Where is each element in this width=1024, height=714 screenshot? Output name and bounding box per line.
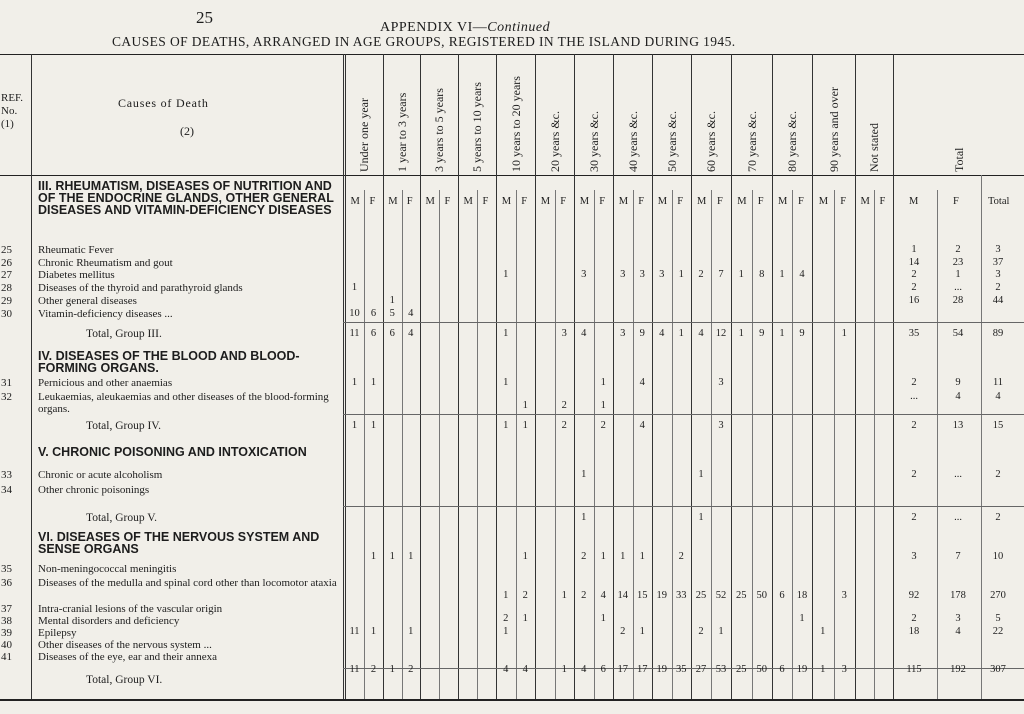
data-cell-r37_70_f: 50 (756, 590, 767, 601)
cause-row-label: Chronic or acute alcoholism (38, 469, 163, 481)
total-rule (343, 506, 1024, 507)
data-cell-r27_40_f: 3 (639, 269, 645, 280)
data-cell-g3_50_f: 1 (678, 328, 684, 339)
data-cell-r37_50_f: 33 (676, 590, 687, 601)
data-cell-r31_10_m: 1 (503, 377, 509, 388)
data-cell-r27_70_f: 8 (759, 269, 765, 280)
data-cell-r37_30_m: 2 (581, 590, 587, 601)
age-column-header-11: 80 years &c. (785, 111, 799, 172)
age-column-header-12: 90 years and over (826, 87, 841, 172)
data-cell-r39_under_m: 11 (349, 626, 360, 637)
ref-number: 38 (1, 615, 12, 627)
total-rule (343, 322, 1024, 323)
age-column-header-6: 30 years &c. (586, 111, 601, 172)
data-cell-r35_40_f: 1 (639, 551, 645, 562)
age-column-header-13: Not stated (867, 123, 881, 172)
data-cell-g6_60_f: 53 (715, 664, 727, 675)
data-cell-g6_30_f: 6 (600, 664, 606, 675)
total-cell-r38-1: 3 (955, 613, 961, 624)
ref-number: 25 (1, 244, 12, 256)
section-v-title: V. CHRONIC POISONING AND INTOXICATION (38, 445, 307, 459)
ref-number: 37 (1, 603, 12, 615)
age-column-rule (535, 54, 536, 699)
total-cell-r39_40-2: 22 (992, 626, 1004, 637)
data-cell-g3_70_f: 9 (759, 328, 765, 339)
data-cell-g6_1y_m: 1 (389, 664, 395, 675)
table-caption: CAUSES OF DEATHS, ARRANGED IN AGE GROUPS, REGISTERED IN THE ISLAND DURING 1945. (112, 34, 736, 49)
total-cell-r38-0: 2 (911, 613, 917, 624)
mf-split-rule (633, 190, 634, 699)
data-cell-r39_1y_f: 1 (408, 626, 414, 637)
ref-number: 35 (1, 563, 12, 575)
sex-label-m: M (618, 196, 629, 207)
total-cell-r38-2: 5 (995, 613, 1001, 624)
total-cell-r29_30-2: 44 (992, 295, 1004, 306)
total-cell-g3-0: 35 (908, 328, 920, 339)
sex-label-total: Total (988, 196, 1010, 207)
data-cell-g6_70_f: 50 (756, 664, 767, 675)
sex-label-m: M (501, 196, 512, 207)
ref-header: REF. No. (1) (1, 92, 24, 130)
total-cell-r25-0: 1 (911, 244, 917, 255)
mf-split-rule (874, 190, 875, 699)
cause-row-label: Diseases of the medulla and spinal cord other than locomotor ataxia (38, 577, 337, 589)
total-cell-g4-1: 13 (952, 420, 964, 431)
cause-row-label: Non-meningococcal meningitis (38, 563, 177, 575)
ref-number: 34 (1, 484, 12, 496)
data-cell-r39_60_f: 1 (718, 626, 724, 637)
age-column-rule (420, 54, 421, 699)
data-cell-r27_70_m: 1 (738, 269, 744, 280)
sex-label-m: M (657, 196, 668, 207)
total-cell-r25-2: 3 (995, 244, 1001, 255)
data-cell-r32_30_f: 1 (600, 400, 606, 411)
age-column-header-10: 70 years &c. (744, 111, 759, 172)
data-cell-g3_80_m: 1 (779, 328, 785, 339)
data-cell-r38_10_m: 2 (503, 613, 509, 624)
sex-label-m: M (388, 196, 398, 207)
data-cell-g3_60_m: 4 (698, 328, 704, 339)
data-cell-r38_30_f: 1 (600, 613, 606, 624)
total-cell-g5-1: ... (954, 512, 962, 523)
data-cell-g6_80_m: 6 (779, 664, 785, 675)
data-cell-g4_10_m: 1 (503, 420, 509, 431)
ref-number: 27 (1, 269, 12, 281)
ref-divider (31, 54, 32, 699)
data-cell-g3_20_f: 3 (561, 328, 567, 339)
data-cell-r27_50_f: 1 (678, 269, 684, 280)
cause-row-label: Rheumatic Fever (38, 244, 114, 256)
data-cell-g4_10_f: 1 (522, 420, 528, 431)
sex-label-m: M (778, 196, 788, 207)
group-total-label: Total, Group III. (86, 328, 162, 340)
data-cell-r27_10_m: 1 (503, 269, 509, 280)
age-column-header-7: 40 years &c. (625, 111, 640, 172)
data-cell-g6_10_f: 4 (522, 664, 528, 675)
cause-row-label: Other general diseases (38, 295, 137, 307)
total-cell-r35-1: 7 (955, 551, 961, 562)
data-cell-r31_under_m: 1 (351, 377, 358, 388)
total-cell-r26-0: 14 (908, 257, 920, 268)
total-cell-g6-2: 307 (990, 664, 1006, 675)
total-cell-r37-2: 270 (990, 590, 1006, 601)
data-cell-r30_1y_m: 5 (389, 308, 395, 319)
data-cell-g6_40_m: 17 (617, 664, 628, 675)
data-cell-g6_under_f: 2 (370, 664, 377, 675)
data-cell-g4_under_f: 1 (370, 420, 377, 431)
data-cell-r27_80_m: 1 (779, 269, 785, 280)
total-cell-r28-0: 2 (911, 282, 917, 293)
cause-row-label: Pernicious and other anaemias (38, 377, 173, 389)
sex-label-f: F (406, 196, 413, 207)
total-cell-r33-2: 2 (995, 469, 1001, 480)
total-cell-r31-0: 2 (911, 377, 917, 388)
data-cell-g6_70_m: 25 (736, 664, 747, 675)
data-cell-g6_80_f: 19 (796, 664, 808, 675)
data-cell-g4_30_f: 2 (600, 420, 606, 431)
cause-row-label: Diseases of the eye, ear and their annexa (38, 651, 217, 663)
data-cell-r35_40_m: 1 (620, 551, 626, 562)
sex-label-f: F (879, 196, 886, 207)
data-cell-r31_under_f: 1 (370, 377, 377, 388)
data-cell-g4_60_f: 3 (718, 420, 724, 431)
section-vi-title: VI. DISEASES OF THE NERVOUS SYSTEM AND SENSE ORGANS (38, 530, 320, 556)
data-cell-g6_50_m: 19 (656, 664, 667, 675)
data-cell-r37_60_m: 25 (695, 590, 707, 601)
data-cell-r35_under_f: 1 (370, 551, 377, 562)
data-cell-r28_under_m: 1 (351, 282, 358, 293)
age-column-rule (893, 54, 894, 699)
section-iii-title: III. RHEUMATISM, DISEASES OF NUTRITION AND OF THE ENDOCRINE GLANDS, OTHER GENERAL DISEASES AND VITAMIN-DEFICIENCY DISEASES (38, 179, 334, 217)
data-cell-r27_60_f: 7 (718, 269, 724, 280)
total-cell-r28-2: 2 (995, 282, 1001, 293)
age-column-header-2: 3 years to 5 years (432, 88, 446, 172)
data-cell-g3_70_m: 1 (738, 328, 744, 339)
data-cell-r27_40_m: 3 (620, 269, 626, 280)
header-rule (0, 175, 1024, 176)
age-column-header-9: 60 years &c. (704, 111, 718, 172)
causes-divider (343, 54, 344, 699)
appendix-continued: Continued (487, 20, 551, 35)
data-cell-g6_90_m: 1 (820, 664, 826, 675)
mf-split-rule (477, 190, 478, 699)
sex-label-m: M (737, 196, 747, 207)
data-cell-r39_40_f: 1 (639, 626, 645, 637)
sex-label-f: F (599, 196, 606, 207)
total-cell-r33-1: ... (954, 469, 962, 480)
data-cell-r35_30_f: 1 (600, 551, 606, 562)
data-cell-r38_80_f: 1 (799, 613, 805, 624)
data-cell-r27_30_m: 3 (581, 269, 587, 280)
data-cell-g4_40_f: 4 (639, 420, 645, 431)
data-cell-r39_10_m: 1 (503, 626, 509, 637)
total-cell-g3-2: 89 (992, 328, 1004, 339)
sex-label-f: F (953, 196, 959, 207)
data-cell-r31_30_f: 1 (600, 377, 606, 388)
total-cell-r28-1: ... (954, 282, 962, 293)
data-cell-g3_1y_m: 6 (389, 328, 395, 339)
sex-label-m: M (909, 196, 919, 207)
data-cell-r37_70_m: 25 (736, 590, 747, 601)
total-cell-g4-0: 2 (911, 420, 917, 431)
age-column-rule (812, 54, 813, 699)
age-column-header-0: Under one year (357, 98, 371, 172)
data-cell-r37_30_f: 4 (600, 590, 606, 601)
age-column-header-14: Total (951, 147, 966, 172)
data-cell-r37_80_m: 6 (779, 590, 785, 601)
mf-split-rule (834, 190, 835, 699)
total-cell-r26-1: 23 (952, 257, 964, 268)
data-cell-g4_20_f: 2 (561, 420, 567, 431)
age-column-rule (691, 54, 692, 699)
data-cell-r27_50_m: 3 (659, 269, 665, 280)
data-cell-g5_60_m: 1 (698, 512, 704, 523)
sex-label-m: M (860, 196, 870, 207)
bottom-rule (0, 699, 1024, 701)
data-cell-r30_1y_f: 4 (408, 308, 414, 319)
total-cell-g5-0: 2 (911, 512, 917, 523)
data-cell-r31_60_f: 3 (718, 377, 724, 388)
mf-split-rule (672, 190, 673, 699)
total-cell-r39_40-1: 4 (955, 626, 961, 637)
total-cell-g6-1: 192 (950, 664, 966, 675)
data-cell-r35_30_m: 2 (581, 551, 587, 562)
age-column-rule (855, 54, 856, 699)
data-cell-r35_10_f: 1 (522, 551, 528, 562)
ref-number: 26 (1, 257, 12, 269)
data-cell-r35_1y_m: 1 (389, 551, 395, 562)
total-cell-r31-1: 9 (955, 377, 961, 388)
data-cell-g5_30_m: 1 (581, 512, 587, 523)
data-cell-r37_60_f: 52 (715, 590, 727, 601)
cause-row-label: Mental disorders and deficiency (38, 615, 180, 627)
sex-label-m: M (425, 196, 435, 207)
cause-row-label: Other chronic poisonings (38, 484, 150, 496)
total-cell-r32-2: 4 (995, 391, 1001, 402)
data-cell-r39_90_m: 1 (820, 626, 826, 637)
total-cell-g5-2: 2 (995, 512, 1001, 523)
data-cell-r39_60_m: 2 (698, 626, 704, 637)
data-cell-r32_20_f: 2 (561, 400, 567, 411)
data-cell-r39_40_m: 2 (620, 626, 626, 637)
data-cell-g6_60_m: 27 (695, 664, 707, 675)
data-cell-g4_under_m: 1 (351, 420, 358, 431)
data-cell-r35_50_f: 2 (678, 551, 684, 562)
cause-row-label: Epilepsy (38, 627, 77, 639)
total-cell-r35-2: 10 (992, 551, 1004, 562)
data-cell-r37_10_f: 2 (522, 590, 528, 601)
data-cell-r37_20_f: 1 (561, 590, 567, 601)
cause-row-label: Other diseases of the nervous system ... (38, 639, 212, 651)
total-cell-g4-2: 15 (992, 420, 1004, 431)
total-cell-r33-0: 2 (911, 469, 917, 480)
data-cell-r37_90_f: 3 (841, 590, 847, 601)
sex-label-f: F (677, 196, 684, 207)
data-cell-r31_40_f: 4 (639, 377, 645, 388)
causes-subheader: (2) (180, 124, 194, 138)
sex-label-f: F (798, 196, 804, 207)
section-iv-title: IV. DISEASES OF THE BLOOD AND BLOOD-FORMING ORGANS. (38, 349, 300, 375)
sex-label-m: M (540, 196, 551, 207)
total-cell-g3-1: 54 (952, 328, 964, 339)
age-column-header-3: 5 years to 10 years (470, 82, 484, 172)
data-cell-g3_90_f: 1 (841, 328, 847, 339)
ref-number: 29 (1, 295, 12, 307)
total-cell-r26-2: 37 (992, 257, 1004, 268)
age-column-header-5: 20 years &c. (547, 111, 562, 172)
data-cell-g6_under_m: 11 (349, 664, 360, 675)
mf-split-rule (981, 175, 982, 699)
data-cell-g6_20_f: 1 (561, 664, 567, 675)
mf-split-rule (937, 190, 938, 699)
sex-label-f: F (757, 196, 764, 207)
data-cell-r27_60_m: 2 (698, 269, 704, 280)
cause-row-label: Intra-cranial lesions of the vascular origin (38, 603, 223, 615)
group-total-label: Total, Group VI. (86, 674, 163, 686)
ref-number: 30 (1, 308, 12, 320)
causes-header: Causes of Death (118, 96, 209, 110)
age-column-rule (613, 54, 614, 699)
data-cell-g3_10_m: 1 (503, 328, 509, 339)
ref-number: 31 (1, 377, 12, 389)
data-cell-r38_10_f: 1 (522, 613, 528, 624)
data-cell-r27_80_f: 4 (799, 269, 805, 280)
group-total-label: Total, Group V. (86, 512, 157, 524)
total-cell-r31-2: 11 (992, 377, 1004, 388)
data-cell-r37_10_m: 1 (503, 590, 509, 601)
data-cell-r37_40_f: 15 (637, 590, 648, 601)
cause-row-label: Diabetes mellitus (38, 269, 115, 281)
data-cell-g3_under_m: 11 (349, 328, 360, 339)
sex-label-m: M (350, 196, 360, 207)
mf-split-rule (364, 190, 365, 699)
mf-split-rule (752, 190, 753, 699)
ref-number: 28 (1, 282, 12, 294)
total-cell-r27-1: 1 (955, 269, 961, 280)
ref-number: 32 (1, 391, 12, 403)
mf-split-rule (792, 190, 793, 699)
data-cell-g3_80_f: 9 (799, 328, 805, 339)
data-cell-r29_1y_m: 1 (389, 295, 395, 306)
data-cell-r33_60_m: 1 (698, 469, 704, 480)
data-cell-g6_1y_f: 2 (408, 664, 414, 675)
data-cell-g3_under_f: 6 (370, 328, 377, 339)
data-cell-g6_40_f: 17 (637, 664, 648, 675)
total-cell-r35-0: 3 (911, 551, 917, 562)
data-cell-r35_1y_f: 1 (408, 551, 414, 562)
age-column-rule (383, 54, 384, 699)
cause-row-label: Diseases of the thyroid and parathyroid glands (38, 282, 243, 294)
sex-label-f: F (840, 196, 847, 207)
mf-split-rule (439, 190, 440, 699)
data-cell-g3_50_m: 4 (659, 328, 665, 339)
data-cell-g6_50_f: 35 (676, 664, 687, 675)
age-column-rule (574, 54, 575, 699)
total-cell-r29_30-1: 28 (952, 295, 964, 306)
data-cell-g6_90_f: 3 (841, 664, 847, 675)
total-cell-r25-1: 2 (955, 244, 961, 255)
data-cell-g3_30_m: 4 (581, 328, 587, 339)
total-cell-r39_40-0: 18 (908, 626, 920, 637)
group-total-label: Total, Group IV. (86, 420, 162, 432)
cause-row-label: Chronic Rheumatism and gout (38, 257, 173, 269)
data-cell-g6_10_m: 4 (503, 664, 509, 675)
total-cell-r32-1: 4 (955, 391, 961, 402)
sex-label-m: M (818, 196, 829, 207)
total-cell-r37-0: 92 (908, 590, 920, 601)
ref-number: 41 (1, 651, 12, 663)
cause-row-label: Leukaemias, aleukaemias and other diseases of the blood-forming organs. (38, 391, 329, 415)
ref-number: 40 (1, 639, 12, 651)
sex-label-f: F (521, 196, 528, 207)
data-cell-r39_under_f: 1 (370, 626, 377, 637)
data-cell-r32_10_f: 1 (522, 400, 528, 411)
total-cell-r32-0: ... (910, 391, 918, 402)
data-cell-r33_30_m: 1 (581, 469, 587, 480)
data-cell-r37_80_f: 18 (796, 590, 808, 601)
data-cell-g3_40_m: 3 (620, 328, 626, 339)
age-column-header-8: 50 years &c. (664, 111, 679, 172)
age-column-rule (731, 54, 732, 699)
mf-split-rule (555, 190, 556, 699)
sex-label-m: M (463, 196, 473, 207)
sex-label-f: F (482, 196, 489, 207)
data-cell-r37_40_m: 14 (617, 590, 628, 601)
data-cell-r37_50_m: 19 (656, 590, 667, 601)
ref-number: 33 (1, 469, 12, 481)
age-column-header-4: 10 years to 20 years (508, 76, 523, 172)
data-cell-g3_60_f: 12 (715, 328, 727, 339)
ref-number: 39 (1, 627, 12, 639)
data-cell-r30_under_f: 6 (370, 308, 377, 319)
total-cell-g6-0: 115 (906, 664, 922, 675)
cause-row-label: Vitamin-deficiency diseases ... (38, 308, 173, 320)
sex-label-m: M (697, 196, 707, 207)
appendix-label: APPENDIX VI— (380, 20, 488, 35)
sex-label-f: F (444, 196, 451, 207)
data-cell-g3_1y_f: 4 (408, 328, 414, 339)
sex-label-f: F (717, 196, 723, 207)
data-cell-g3_40_f: 9 (639, 328, 645, 339)
age-column-rule (458, 54, 459, 699)
data-cell-g6_30_m: 4 (581, 664, 587, 675)
sex-label-f: F (560, 196, 567, 207)
page-number: 25 (196, 8, 213, 27)
sex-label-f: F (369, 196, 376, 207)
sex-label-m: M (579, 196, 590, 207)
age-column-rule (652, 54, 653, 699)
top-rule (0, 54, 1024, 55)
total-cell-r37-1: 178 (950, 590, 966, 601)
age-column-rule (772, 54, 773, 699)
total-cell-r29_30-0: 16 (908, 295, 920, 306)
total-cell-r27-2: 3 (995, 269, 1001, 280)
ref-number: 36 (1, 577, 12, 589)
sex-label-f: F (638, 196, 645, 207)
total-rule (343, 414, 1024, 415)
data-cell-r30_under_m: 10 (349, 308, 360, 319)
total-cell-r27-0: 2 (911, 269, 917, 280)
mf-split-rule (402, 190, 403, 699)
mf-split-rule (711, 190, 712, 699)
age-column-header-1: 1 year to 3 years (394, 92, 409, 172)
